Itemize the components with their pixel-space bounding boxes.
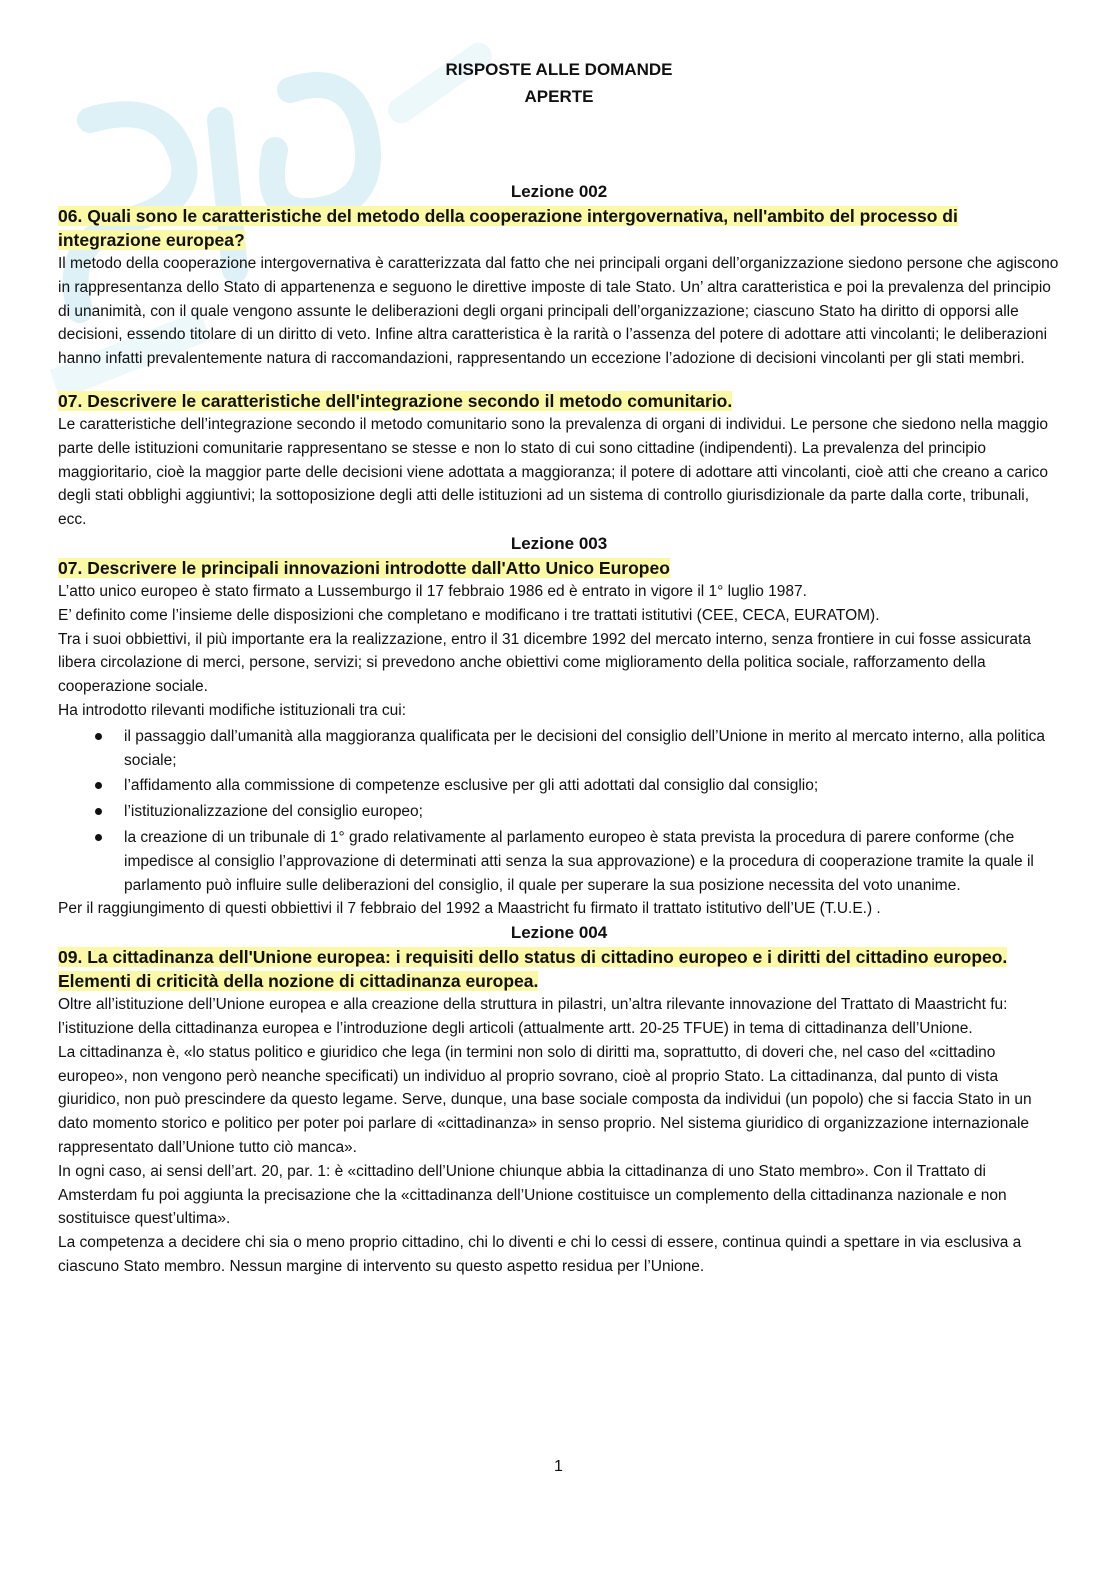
question-text: 09. La cittadinanza dell'Unione europea: i requisiti dello status di cittadino europeo e i diritti del cittadino europeo. Elementi di criticità della nozione di cittadinanza europea.: [58, 947, 1008, 992]
section-spacer: [58, 371, 1060, 389]
answer-paragraph: L’atto unico europeo è stato firmato a Lussemburgo il 17 febbraio 1986 ed è entrato in vigore il 1° luglio 1987.: [58, 582, 807, 600]
document-title-line-2: APERTE: [524, 87, 594, 106]
lezione-heading: Lezione 003: [510, 533, 608, 553]
answer-paragraph: La competenza a decidere chi sia o meno proprio cittadino, chi lo diventi e chi lo cessi di essere, continua quindi a spettare in via esclusiva a ciascuno Stato membro. Nessun margine di intervento su questo aspetto residua per l’Unione.: [58, 1234, 1022, 1275]
bullet-item: la creazione di un tribunale di 1° grado relativamente al parlamento europeo è stata prevista la procedura di parere conforme (che impedisce al consiglio l’approvazione di determinati atti senza la sua approvazione) e la procedura di cooperazione tramite la quale il parlamento può influire sulle deliberazioni del consiglio, il quale per superare la sua posizione necessita del voto unanime.: [124, 826, 1060, 897]
answer-paragraph: In ogni caso, ai sensi dell’art. 20, par. 1: è «cittadino dell’Unione chiunque abbia la cittadinanza di uno Stato membro». Con il Trattato di Amsterdam fu poi aggiunta la precisazione che la «cittadinanza dell’Unione costituisce un complemento della cittadinanza nazionale e non sostituisce quest’ultima».: [58, 1162, 1007, 1228]
answer-paragraph: E’ definito come l’insieme delle disposizioni che completano e modificano i tre trattati istitutivi (CEE, CECA, EURATOM).: [58, 606, 880, 624]
question-heading: [58, 389, 1060, 413]
answer-paragraph: Le caratteristiche dell’integrazione secondo il metodo comunitario sono la prevalenza di organi di individui. Le persone che siedono nella maggio parte delle istituzioni comunitarie rappresentano se stesse e non lo stato di cui sono cittadine (indipendenti). La prevalenza del principio maggioritario, cioè la maggior parte delle decisioni viene adottata a maggioranza; il potere di adottare atti vincolanti, cioè atti che creano a carico degli stati obblighi aggiuntivi; la sottoposizione degli atti delle istituzioni ad un sistema di controllo giurisdizionale da parte dalla corte, tribunali, ecc.: [58, 415, 1049, 529]
answer-paragraph: La cittadinanza è, «lo status politico e giuridico che lega (in termini non solo di diritti ma, soprattutto, di doveri che, nel caso del «cittadino europeo», non vengono però neanche specificati) un individuo al proprio sovrano, cioè al proprio Stato. La cittadinanza, dal punto di vista giuridico, non può prescindere da questo legame. Serve, dunque, una base sociale composta da individui (un popolo) che si faccia Stato in un dato momento storico e politico per poter poi parlare di «cittadinanza» in senso proprio. Nel sistema giuridico di organizzazione internazionale rappresentato dall’Unione tutto ciò manca».: [58, 1043, 1032, 1156]
answer-paragraph: Ha introdotto rilevanti modifiche istituzionali tra cui:: [58, 701, 407, 719]
lezione-heading: Lezione 002: [510, 182, 608, 201]
question-heading: [58, 945, 1060, 993]
section-lezione-003: [58, 532, 1060, 921]
closing-paragraph: Per il raggiungimento di questi obbiettivi il 7 febbraio del 1992 a Maastricht fu firmato il trattato istitutivo dell’UE (T.U.E.) .: [58, 900, 881, 918]
answer-paragraph: Oltre all’istituzione dell’Unione europea e alla creazione della struttura in pilastri, un’altra rilevante innovazione del Trattato di Maastricht fu: l’istituzione della cittadinanza europea e l’introduzione degli articoli (attualmente artt. 20-25 TFUE) in tema di cittadinanza dell’Unione.: [58, 996, 1008, 1037]
bullet-item: l’istituzionalizzazione del consiglio europeo;: [124, 800, 1060, 824]
section-question-07-metodo-comunitario: [58, 389, 1060, 532]
page-number: 1: [554, 1458, 563, 1475]
lezione-heading: Lezione 004: [510, 923, 608, 943]
bullet-list: [58, 725, 1060, 898]
title-spacer: [58, 110, 1060, 180]
section-lezione-004: [58, 921, 1060, 1279]
question-heading: [58, 556, 1060, 580]
answer-paragraph: Il metodo della cooperazione intergovernativa è caratterizzata dal fatto che nei principali organi dell’organizzazione siedono persone che agiscono in rappresentanza dello Stato di appartenenza e seguono le direttive imposte di tale Stato. Un’ altra caratteristica e poi la prevalenza del principio di unanimità, con il quale vengono assunte le deliberazioni degli organi principali dell’organizzazione; ciascuno Stato ha diritto di opporsi alle decisioni, essendo titolare di un diritto di veto. Infine altra caratteristica è la rarità o l’assenza del potere di adottare atti vincolanti; le deliberazioni hanno infatti prevalentemente natura di raccomandazioni, rappresentando un eccezione l’adozione di decisioni vincolanti per gli stati membri.: [58, 255, 1059, 368]
bullet-item: l’affidamento alla commissione di competenze esclusive per gli atti adottati dal consiglio dal consiglio;: [124, 774, 1060, 798]
bullet-item: il passaggio dall’umanità alla maggioranza qualificata per le decisioni del consiglio dell’Unione in merito al mercato interno, alla politica sociale;: [124, 725, 1060, 773]
answer-paragraph: Tra i suoi obbiettivi, il più importante era la realizzazione, entro il 31 dicembre 1992 del mercato interno, senza frontiere in cui fosse assicurata libera circolazione di merci, persone, servizi; si prevedono anche obiettivi come miglioramento della politica sociale, rafforzamento della cooperazione sociale.: [58, 630, 1031, 696]
question-text: 07. Descrivere le caratteristiche dell'integrazione secondo il metodo comunitario.: [58, 390, 733, 411]
question-heading: [58, 204, 1060, 252]
section-lezione-002: [58, 180, 1060, 371]
document-title-line-1: RISPOSTE ALLE DOMANDE: [445, 60, 673, 79]
page-content: [58, 56, 1060, 1279]
question-text: 07. Descrivere le principali innovazioni introdotte dall'Atto Unico Europeo: [58, 557, 670, 578]
question-text: 06. Quali sono le caratteristiche del metodo della cooperazione intergovernativa, nell'ambito del processo di integrazione europea?: [58, 206, 958, 250]
